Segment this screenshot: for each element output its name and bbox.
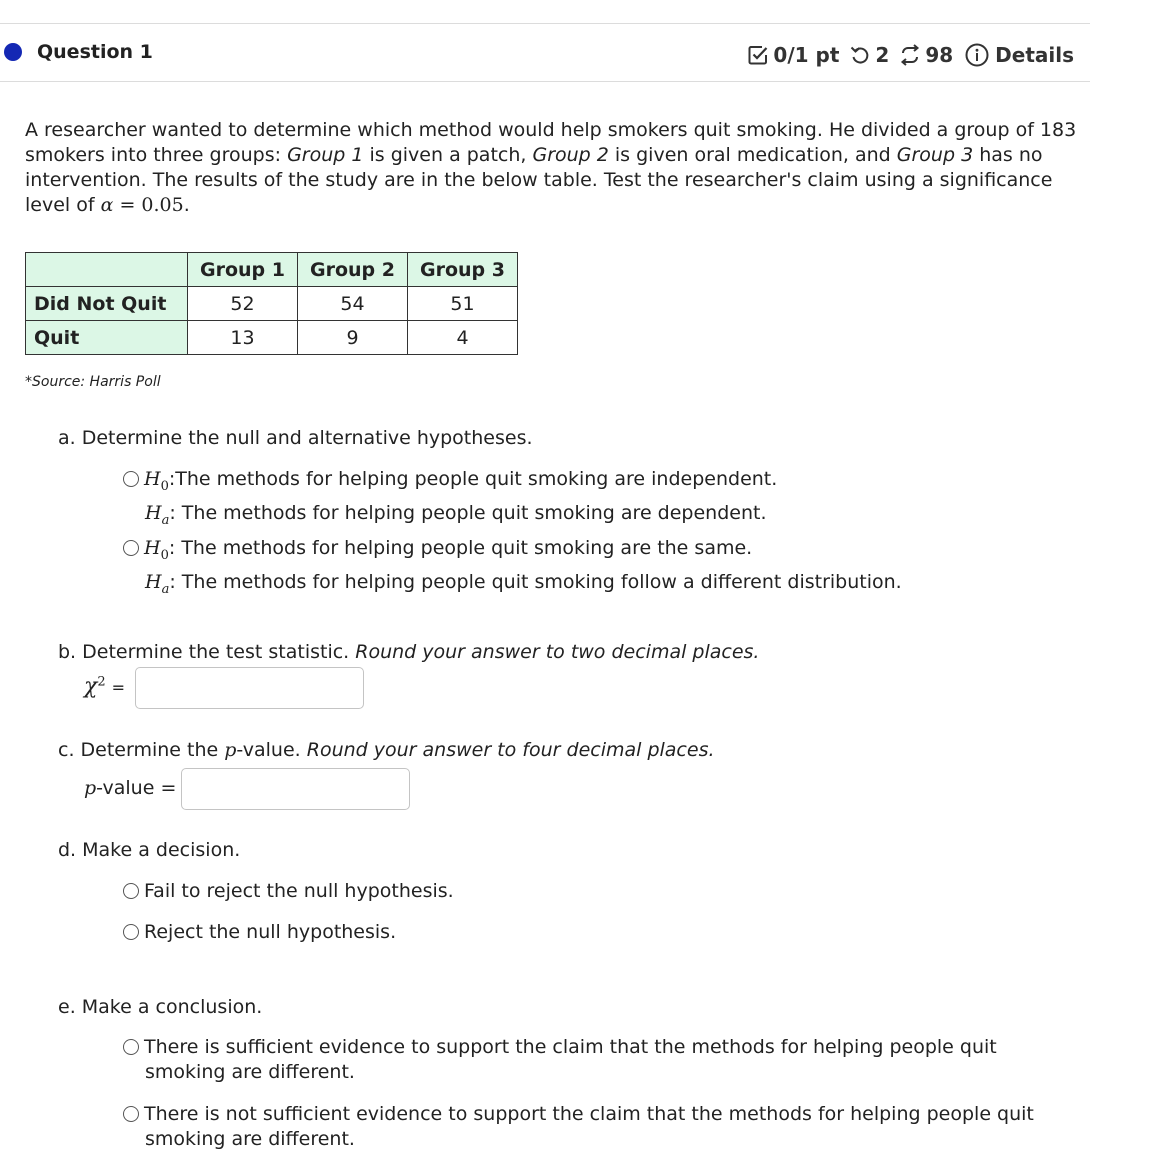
- table-row: [26, 321, 518, 355]
- decision-option-2[interactable]: [123, 919, 396, 945]
- hypothesis-option-1-ha: [123, 500, 777, 534]
- decision-option-text: Reject the null hypothesis.: [144, 921, 397, 943]
- ha-subscript: a: [161, 512, 170, 528]
- ha-symbol: H: [145, 570, 162, 593]
- h0-colon: :: [168, 537, 176, 559]
- table-cell: 9: [298, 321, 408, 355]
- p-label-symbol: p: [84, 777, 97, 799]
- conclusion-option-2[interactable]: [123, 1102, 1034, 1152]
- decision-option-text: Fail to reject the null hypothesis.: [144, 880, 454, 902]
- attempts-count: 98: [925, 43, 954, 67]
- intro-period: .: [183, 194, 190, 216]
- top-divider: [0, 23, 1090, 24]
- h0-symbol: H: [144, 537, 161, 559]
- hypothesis-option-1-h0: [123, 466, 777, 500]
- part-c-prompt: [58, 739, 715, 761]
- score-check-icon: [747, 44, 769, 66]
- table-header-cell: Group 3: [408, 253, 518, 287]
- part-c-instruction: Round your answer to four decimal places.: [306, 739, 715, 761]
- hypothesis-option-2-h0: [123, 535, 902, 569]
- question-title: Question 1: [37, 41, 153, 63]
- table-header-cell: Group 2: [298, 253, 408, 287]
- chi-symbol: χ: [84, 674, 98, 699]
- conclusion-option-line: [123, 1102, 1034, 1127]
- part-c-prompt-text-2: -value.: [236, 739, 307, 761]
- p-symbol: p: [224, 739, 237, 761]
- p-label-text: -value =: [96, 777, 177, 799]
- ha-text: The methods for helping people quit smoking follow a different distribution.: [181, 570, 902, 593]
- chi-superscript: 2: [97, 674, 106, 690]
- ha-symbol: H: [145, 501, 162, 524]
- part-a-prompt: a. Determine the null and alternative hypotheses.: [58, 427, 533, 449]
- part-b-prompt-text: b. Determine the test statistic.: [58, 641, 356, 663]
- part-b-instruction: Round your answer to two decimal places.: [355, 641, 760, 663]
- radio-button[interactable]: [123, 924, 139, 940]
- question-prompt: [25, 118, 1085, 218]
- radio-button[interactable]: [123, 1106, 139, 1122]
- table-cell: 4: [408, 321, 518, 355]
- h0-text: The methods for helping people quit smoking are the same.: [181, 537, 753, 559]
- conclusion-text: There is not sufficient evidence to support the claim that the methods for helping people quit: [144, 1103, 1034, 1125]
- part-b-prompt: [58, 641, 759, 663]
- p-value-label: [84, 777, 176, 799]
- question-status-dot: [4, 43, 22, 61]
- ha-text: The methods for helping people quit smoking are dependent.: [181, 501, 767, 524]
- hypothesis-option-2[interactable]: [123, 535, 902, 603]
- table-row-label: Quit: [26, 321, 188, 355]
- retry-icon[interactable]: [849, 44, 871, 66]
- ha-colon: :: [169, 570, 176, 593]
- hypothesis-option-1[interactable]: [123, 466, 777, 534]
- intro-group-2: Group 2: [532, 144, 609, 166]
- chi-square-label: [84, 674, 125, 699]
- conclusion-text-cont: smoking are different.: [145, 1061, 355, 1083]
- header-divider: [0, 81, 1090, 82]
- table-row-label: Did Not Quit: [26, 287, 188, 321]
- table-header-row: [26, 253, 518, 287]
- conclusion-text: There is sufficient evidence to support the claim that the methods for helping people quit: [144, 1036, 997, 1058]
- h0-subscript: 0: [160, 547, 169, 563]
- h0-colon: :: [168, 468, 176, 490]
- intro-group-3: Group 3: [896, 144, 974, 166]
- part-c-prompt-text: c. Determine the: [58, 739, 225, 761]
- details-link[interactable]: Details: [995, 43, 1074, 67]
- alpha-equals: =: [113, 194, 142, 216]
- radio-button[interactable]: [123, 471, 139, 487]
- test-statistic-input[interactable]: [135, 667, 364, 709]
- question-meta: [747, 43, 1074, 67]
- table-cell: 52: [188, 287, 298, 321]
- table-cell: 13: [188, 321, 298, 355]
- part-e-prompt: e. Make a conclusion.: [58, 996, 263, 1018]
- table-source: *Source: Harris Poll: [25, 374, 161, 390]
- radio-button[interactable]: [123, 883, 139, 899]
- intro-text-2: is given a patch,: [363, 144, 533, 166]
- intro-text-3: is given oral medication, and: [608, 144, 897, 166]
- intro-group-1: Group 1: [287, 144, 364, 166]
- attempts-icon: [899, 44, 921, 66]
- hypothesis-option-2-ha: [123, 569, 902, 603]
- radio-button[interactable]: [123, 540, 139, 556]
- table-header-cell: Group 1: [188, 253, 298, 287]
- ha-colon: :: [169, 501, 176, 524]
- decision-option-1[interactable]: [123, 878, 454, 904]
- score-text: 0/1 pt: [773, 43, 840, 67]
- alpha-value: 0.05: [141, 194, 184, 216]
- h0-subscript: 0: [160, 478, 169, 494]
- conclusion-text-cont: smoking are different.: [145, 1128, 355, 1150]
- h0-symbol: H: [144, 468, 161, 490]
- h0-text: The methods for helping people quit smoking are independent.: [175, 468, 778, 490]
- ha-subscript: a: [161, 581, 170, 597]
- contingency-table: [25, 252, 518, 355]
- p-value-input[interactable]: [181, 768, 410, 810]
- intro-text-4: has no intervention. The results of the study are in the below table. Test the researcher's claim using a significance level of: [25, 144, 1053, 216]
- table-header-cell: [26, 253, 188, 287]
- radio-button[interactable]: [123, 1039, 139, 1055]
- chi-equals: =: [111, 678, 126, 697]
- retries-count: 2: [875, 43, 890, 67]
- info-icon[interactable]: [965, 43, 989, 67]
- alpha-symbol: α: [100, 194, 114, 216]
- table-cell: 54: [298, 287, 408, 321]
- table-row: [26, 287, 518, 321]
- conclusion-option-1[interactable]: [123, 1035, 997, 1085]
- part-d-prompt: d. Make a decision.: [58, 839, 241, 861]
- table-cell: 51: [408, 287, 518, 321]
- intro-text-1: A researcher wanted to determine which method would help smokers quit smoking. He divided a group of 183 smokers into three groups:: [25, 119, 1077, 166]
- conclusion-option-line: [123, 1035, 997, 1060]
